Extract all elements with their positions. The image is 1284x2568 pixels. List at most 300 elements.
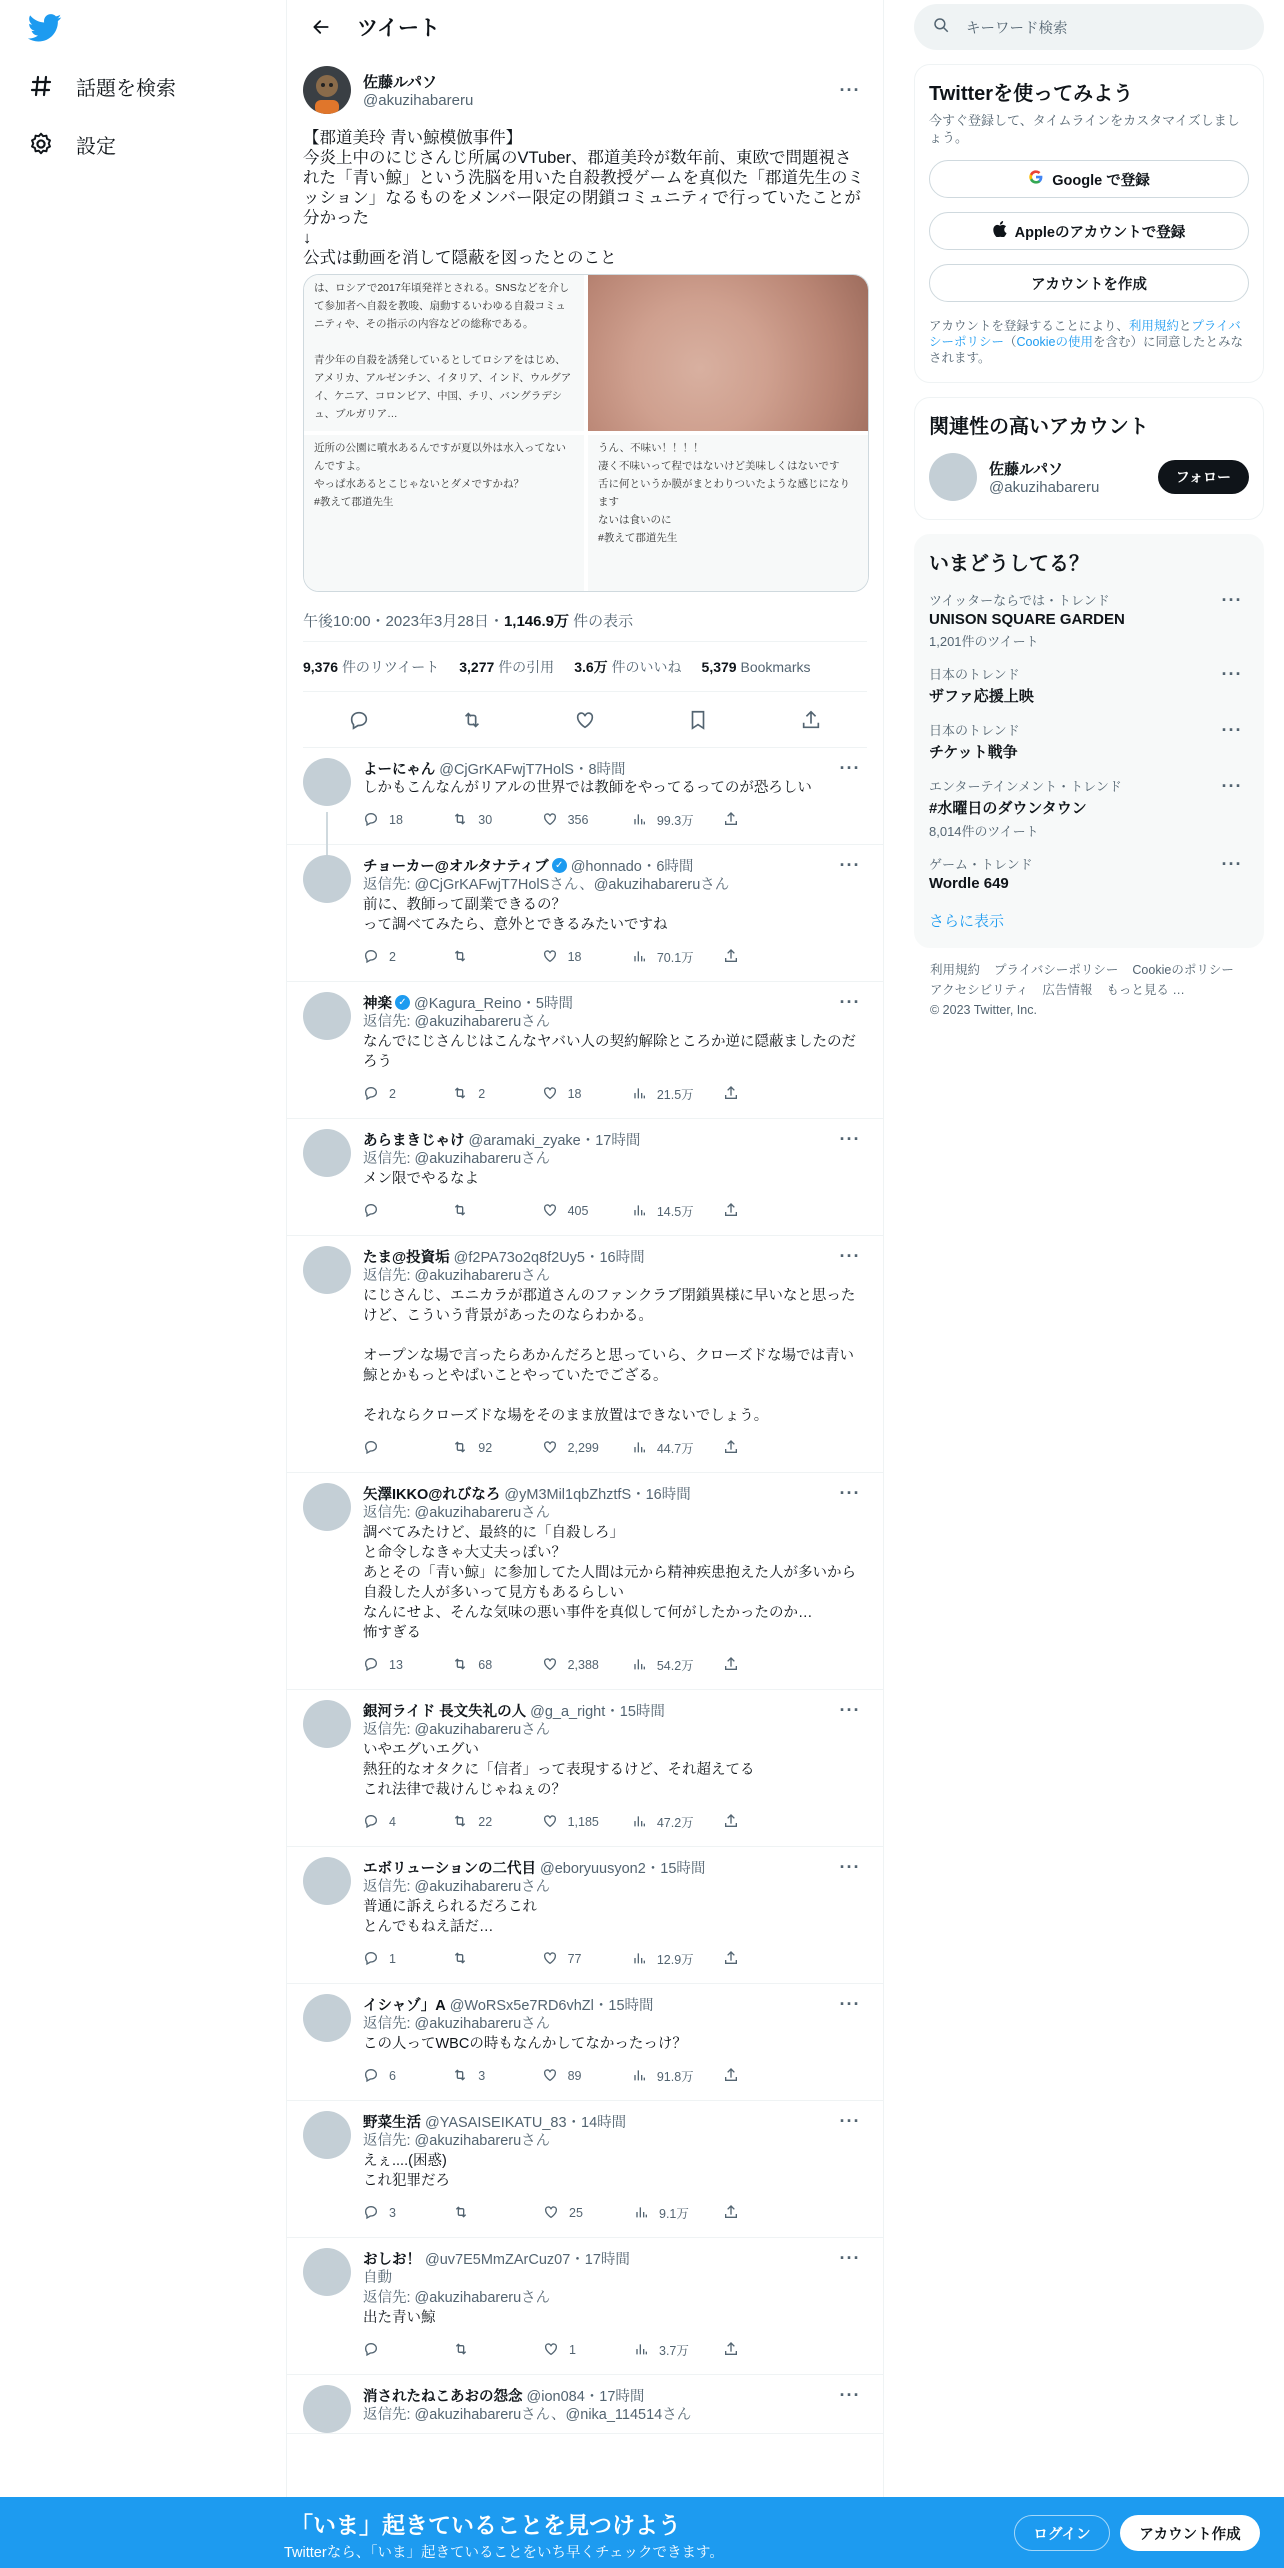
more-icon[interactable]: ··· bbox=[839, 2247, 861, 2268]
retweet-action[interactable] bbox=[452, 1656, 512, 1675]
reply-body bbox=[363, 1483, 867, 1689]
reply-header bbox=[363, 2385, 867, 2405]
tweet-reply[interactable] bbox=[287, 982, 883, 1119]
like-action[interactable] bbox=[543, 2341, 603, 2360]
google-signup-button[interactable] bbox=[929, 160, 1249, 198]
views-action[interactable] bbox=[631, 1656, 694, 1675]
views-action[interactable] bbox=[633, 2204, 693, 2223]
trend-item[interactable] bbox=[929, 846, 1249, 898]
reply-author-name[interactable]: 野菜生活 bbox=[363, 2114, 421, 2131]
retweet-icon bbox=[452, 811, 468, 830]
bookmark-icon[interactable] bbox=[679, 701, 717, 739]
views-action[interactable] bbox=[631, 1950, 694, 1969]
like-count: 2,388 bbox=[567, 1658, 599, 1672]
reply-to[interactable]: 返信先: @akuzihabareruさん bbox=[363, 1151, 551, 1167]
avatar-wrap bbox=[303, 1994, 351, 2100]
trend-count: 1,201件のツイート bbox=[929, 634, 1039, 649]
terms-text: （ bbox=[1004, 335, 1017, 349]
reply-action[interactable] bbox=[363, 1950, 423, 1969]
reply-author-name[interactable]: よーにゃん bbox=[363, 761, 436, 778]
reply-action[interactable] bbox=[363, 811, 423, 830]
more-icon[interactable]: ··· bbox=[839, 1993, 861, 2014]
reply-body bbox=[363, 1994, 867, 2100]
related-account[interactable] bbox=[929, 453, 1249, 501]
avatar[interactable] bbox=[303, 1857, 351, 1905]
like-label: 件のいいね bbox=[611, 658, 682, 675]
avatar[interactable] bbox=[303, 2385, 351, 2433]
share-action[interactable] bbox=[723, 2067, 783, 2086]
avatar[interactable] bbox=[929, 453, 977, 501]
avatar-wrap bbox=[303, 2248, 351, 2374]
views-icon bbox=[633, 2204, 649, 2223]
footer-links bbox=[914, 948, 1264, 1032]
retweet-action[interactable] bbox=[452, 2067, 512, 2086]
reply-meta[interactable]: @YASAISEIKATU_83・14時間 bbox=[425, 2114, 627, 2131]
retweet-stat[interactable] bbox=[303, 657, 439, 677]
reply-icon bbox=[363, 1202, 379, 1221]
author-handle[interactable]: @akuzihabareru bbox=[363, 92, 474, 109]
more-icon[interactable]: ··· bbox=[839, 1856, 861, 1877]
retweet-count: 30 bbox=[478, 813, 493, 827]
reply-author-name[interactable]: おしお！ bbox=[363, 2251, 421, 2268]
share-icon bbox=[723, 1813, 739, 1832]
more-icon[interactable]: ··· bbox=[839, 757, 861, 778]
views-count: 44.7万 bbox=[656, 1442, 694, 1456]
reply-meta[interactable]: @CjGrKAFwjT7HolS・8時間 bbox=[439, 761, 626, 778]
views-count: 21.5万 bbox=[656, 1088, 694, 1102]
reply-action[interactable] bbox=[363, 1439, 423, 1458]
media-image-3[interactable]: 近所の公園に噴水あるんですが夏以外は水入ってないんですよ。 やっぱ水あるとこじゃないとダメですかね？ #教えて郡道先生 bbox=[304, 435, 584, 591]
apple-icon bbox=[993, 221, 1007, 241]
footer-link[interactable]: 広告情報 bbox=[1042, 983, 1093, 997]
reply-to[interactable]: 返信先: @akuzihabareruさん bbox=[363, 2290, 551, 2306]
avatar[interactable] bbox=[303, 2248, 351, 2296]
share-action[interactable] bbox=[723, 2341, 783, 2360]
reply-text: 出た青い鯨 bbox=[363, 2310, 436, 2326]
more-icon[interactable]: ··· bbox=[839, 1245, 861, 1266]
reply-action[interactable] bbox=[363, 1202, 423, 1221]
views-count: 12.9万 bbox=[656, 1953, 694, 1967]
tweet-time[interactable]: 午後10:00・2023年3月28日 bbox=[303, 613, 489, 630]
reply-to[interactable]: 返信先: @akuzihabareruさん、@nika_114514さん bbox=[363, 2407, 692, 2423]
reply-meta[interactable]: @eboryuusyon2・15時間 bbox=[539, 1860, 706, 1877]
reply-author-name[interactable]: 銀河ライド 長文失礼の人 bbox=[363, 1703, 527, 1720]
reply-count: 13 bbox=[389, 1658, 403, 1672]
avatar-wrap bbox=[303, 855, 351, 981]
like-count: 1 bbox=[569, 2343, 576, 2357]
share-action[interactable] bbox=[723, 1813, 783, 1832]
tweet-reply[interactable] bbox=[287, 1690, 883, 1847]
reply-text: この人ってWBCの時もなんかしてなかったっけ？ bbox=[363, 2036, 687, 2052]
views-count: 47.2万 bbox=[656, 1816, 694, 1830]
like-icon bbox=[542, 948, 558, 967]
like-action[interactable] bbox=[543, 2204, 603, 2223]
reply-author-name[interactable]: エボリューションの二代目 bbox=[363, 1860, 536, 1877]
retweet-label: 件のリツイート bbox=[341, 658, 440, 675]
share-icon bbox=[723, 811, 739, 830]
trend-item[interactable] bbox=[929, 712, 1249, 768]
tweet-text: 【郡道美玲 青い鯨模倣事件】 今炎上中のにじさんじ所属のVTuber、郡道美玲が数年前、東欧で問題視された「青い鯨」という洗脳を用いた自殺教授ゲームを真似た「郡道先生のミッション」なるものをメンバー限定の閉鎖コミュニティで行っていたことが分かった ↓ 公式は動画を消して隠蔽を図ったとのこと bbox=[303, 129, 864, 267]
more-icon[interactable]: ··· bbox=[839, 2110, 861, 2131]
avatar[interactable] bbox=[303, 1246, 351, 1294]
reply-to[interactable]: 返信先: @CjGrKAFwjT7HolSさん、@akuzihabareruさん bbox=[363, 877, 730, 893]
author-name[interactable]: 佐藤ルパソ bbox=[363, 74, 437, 91]
reply-actions bbox=[363, 939, 783, 975]
avatar[interactable] bbox=[303, 1129, 351, 1177]
views-action[interactable] bbox=[631, 811, 694, 830]
like-count: 2,299 bbox=[567, 1441, 599, 1455]
more-icon[interactable]: ··· bbox=[1221, 589, 1243, 610]
back-arrow-icon[interactable] bbox=[301, 7, 341, 47]
google-icon bbox=[1028, 169, 1044, 189]
avatar[interactable] bbox=[303, 1483, 351, 1531]
reply-meta[interactable]: @uv7E5MmZArCuz07・17時間 bbox=[425, 2251, 630, 2268]
trend-item[interactable] bbox=[929, 582, 1249, 656]
related-handle[interactable]: @akuzihabareru bbox=[989, 479, 1100, 496]
retweet-icon[interactable] bbox=[453, 701, 491, 739]
share-action[interactable] bbox=[723, 2204, 783, 2223]
share-action[interactable] bbox=[723, 1202, 783, 1221]
nav-explore-label: 話題を検索 bbox=[76, 77, 176, 100]
reply-body bbox=[363, 1129, 867, 1235]
reply-action[interactable] bbox=[363, 1813, 423, 1832]
reply-to[interactable]: 返信先: @akuzihabareruさん bbox=[363, 2133, 551, 2149]
tweet-reply[interactable] bbox=[287, 2238, 883, 2375]
reply-author-name[interactable]: あらまきじゃけ bbox=[363, 1132, 465, 1149]
retweet-count: 2 bbox=[478, 1087, 486, 1101]
more-icon[interactable]: ··· bbox=[839, 1699, 861, 1720]
gear-icon bbox=[26, 129, 56, 159]
bookmark-label: Bookmarks bbox=[740, 658, 811, 675]
avatar[interactable] bbox=[303, 66, 351, 114]
share-action[interactable] bbox=[723, 1656, 783, 1675]
views-action[interactable] bbox=[633, 2341, 693, 2360]
views-icon bbox=[631, 811, 647, 830]
retweet-icon bbox=[452, 1085, 468, 1104]
reply-count: 1 bbox=[389, 1952, 396, 1966]
reply-body bbox=[363, 2111, 867, 2237]
share-icon bbox=[723, 1950, 739, 1969]
twitter-logo-icon[interactable] bbox=[28, 14, 64, 44]
retweet-count: 22 bbox=[478, 1815, 493, 1829]
quote-stat[interactable] bbox=[459, 657, 554, 677]
footer-link[interactable]: プライバシーポリシー bbox=[994, 963, 1119, 977]
retweet-icon bbox=[452, 1813, 468, 1832]
reply-to[interactable]: 返信先: @akuzihabareruさん bbox=[363, 1722, 551, 1738]
views-action[interactable] bbox=[631, 1202, 694, 1221]
reply-list bbox=[287, 748, 883, 2434]
related-name[interactable]: 佐藤ルパソ bbox=[989, 461, 1063, 478]
retweet-action[interactable] bbox=[452, 1202, 512, 1221]
footer-link[interactable]: Cookieのポリシー bbox=[1132, 963, 1234, 977]
like-action[interactable] bbox=[542, 1202, 602, 1221]
reply-action[interactable] bbox=[363, 1656, 423, 1675]
terms-text: を含む）に同意したとみなされます。 bbox=[929, 335, 1243, 365]
reply-icon bbox=[363, 1656, 379, 1675]
retweet-action[interactable] bbox=[452, 1085, 512, 1104]
retweet-count: 68 bbox=[478, 1658, 493, 1672]
footer-link[interactable]: もっと見る … bbox=[1106, 983, 1185, 997]
reply-meta[interactable]: @f2PA73o2q8f2Uy5・16時間 bbox=[453, 1249, 645, 1266]
signup-banner bbox=[0, 2497, 1284, 2568]
reply-meta[interactable]: @aramaki_zyake・17時間 bbox=[468, 1132, 641, 1149]
like-action[interactable] bbox=[542, 811, 602, 830]
views-icon bbox=[631, 1813, 647, 1832]
reply-to[interactable]: 返信先: @akuzihabareruさん bbox=[363, 1268, 551, 1284]
reply-body bbox=[363, 1857, 867, 1983]
retweet-count: 9,376 bbox=[303, 658, 339, 675]
bookmark-stat[interactable] bbox=[702, 659, 811, 675]
more-icon[interactable]: ··· bbox=[1221, 719, 1243, 740]
avatar[interactable] bbox=[303, 1994, 351, 2042]
reply-author-name[interactable]: 消されたねこあおの怨念 bbox=[363, 2388, 523, 2405]
banner-subtitle: Twitterなら、「いま」起きていることをいち早くチェックできます。 bbox=[284, 2545, 724, 2561]
share-action[interactable] bbox=[723, 948, 783, 967]
more-icon[interactable]: ··· bbox=[1221, 663, 1243, 684]
quote-label: 件の引用 bbox=[498, 658, 555, 675]
share-icon[interactable] bbox=[792, 701, 830, 739]
retweet-action[interactable] bbox=[453, 2204, 513, 2223]
reply-action[interactable] bbox=[363, 2067, 423, 2086]
like-count: 18 bbox=[567, 1087, 582, 1101]
tweet-reply[interactable] bbox=[287, 1236, 883, 1473]
terms-link[interactable]: 利用規約 bbox=[1128, 319, 1179, 333]
share-icon bbox=[723, 2341, 739, 2360]
google-signup-label: Google で登録 bbox=[1052, 172, 1150, 189]
footer-link[interactable]: アクセシビリティ bbox=[930, 983, 1029, 997]
more-icon[interactable]: ··· bbox=[839, 2384, 861, 2405]
reply-action[interactable] bbox=[363, 948, 423, 967]
views-icon bbox=[631, 1950, 647, 1969]
reply-icon bbox=[363, 2067, 379, 2086]
retweet-action[interactable] bbox=[452, 811, 512, 830]
reply-to[interactable]: 返信先: @akuzihabareruさん bbox=[363, 1014, 551, 1030]
reply-count: 4 bbox=[389, 1815, 396, 1829]
retweet-icon bbox=[453, 2204, 469, 2223]
like-icon bbox=[542, 1439, 558, 1458]
reply-author-name[interactable]: 矢澤IKKO@れびなろ bbox=[363, 1486, 501, 1503]
media-image-2[interactable] bbox=[588, 275, 868, 431]
like-action[interactable] bbox=[542, 1813, 602, 1832]
trend-item[interactable] bbox=[929, 768, 1249, 846]
retweet-action[interactable] bbox=[452, 1950, 512, 1969]
views-action[interactable] bbox=[631, 2067, 694, 2086]
share-action[interactable] bbox=[723, 811, 783, 830]
tweet-reply[interactable] bbox=[287, 1473, 883, 1690]
like-count: 405 bbox=[567, 1204, 589, 1218]
more-icon[interactable]: ··· bbox=[839, 854, 861, 875]
reply-meta[interactable]: @ion084・17時間 bbox=[526, 2388, 645, 2405]
signup-title: Twitterを使ってみよう bbox=[929, 83, 1134, 105]
reply-count: 2 bbox=[389, 950, 396, 964]
tweet-media[interactable] bbox=[303, 274, 869, 592]
nav-settings-label: 設定 bbox=[76, 135, 116, 158]
privacy-link[interactable]: プライバシーポリシー bbox=[929, 319, 1241, 349]
more-icon[interactable]: ··· bbox=[839, 79, 861, 100]
like-action[interactable] bbox=[542, 1950, 602, 1969]
share-icon bbox=[723, 1656, 739, 1675]
like-action[interactable] bbox=[542, 2067, 602, 2086]
create-account-button[interactable] bbox=[929, 264, 1249, 302]
more-icon[interactable]: ··· bbox=[839, 991, 861, 1012]
views-icon bbox=[631, 2067, 647, 2086]
reply-to[interactable]: 返信先: @akuzihabareruさん bbox=[363, 1879, 551, 1895]
reply-action[interactable] bbox=[363, 2204, 423, 2223]
search-input[interactable] bbox=[914, 4, 1264, 50]
like-count: 25 bbox=[569, 2206, 583, 2220]
like-icon bbox=[543, 2204, 559, 2223]
views-action[interactable] bbox=[631, 1439, 694, 1458]
reply-action[interactable] bbox=[363, 1085, 423, 1104]
share-icon bbox=[723, 1202, 739, 1221]
reply-action[interactable] bbox=[363, 2341, 423, 2360]
tweet-reply[interactable] bbox=[287, 2375, 883, 2434]
nav-explore[interactable] bbox=[26, 64, 176, 108]
retweet-icon bbox=[452, 1202, 468, 1221]
retweet-count: 3 bbox=[478, 2069, 486, 2083]
avatar[interactable] bbox=[303, 1700, 351, 1748]
tweet-reply[interactable] bbox=[287, 1119, 883, 1236]
page-title: ツイート bbox=[357, 17, 440, 40]
reply-actions bbox=[363, 1941, 783, 1977]
retweet-action[interactable] bbox=[453, 2341, 513, 2360]
more-icon[interactable]: ··· bbox=[839, 1482, 861, 1503]
trend-context: 日本のトレンド bbox=[929, 723, 1020, 738]
like-stat[interactable] bbox=[574, 657, 681, 677]
signup-button[interactable]: アカウント作成 bbox=[1120, 2515, 1260, 2551]
reply-meta[interactable]: @g_a_right・15時間 bbox=[530, 1703, 665, 1720]
share-action[interactable] bbox=[723, 1950, 783, 1969]
footer-link[interactable]: © 2023 Twitter, Inc. bbox=[930, 1003, 1037, 1017]
retweet-icon bbox=[452, 2067, 468, 2086]
retweet-action[interactable] bbox=[452, 1439, 512, 1458]
reply-header bbox=[363, 758, 867, 778]
like-icon[interactable] bbox=[566, 701, 604, 739]
reply-text: 前に、教師って副業できるの？ って調べてみたら、意外とできるみたいですね bbox=[363, 897, 668, 933]
like-action[interactable] bbox=[542, 1085, 602, 1104]
reply-meta[interactable]: @honnado・6時間 bbox=[570, 858, 694, 875]
tweet-reply[interactable] bbox=[287, 2101, 883, 2238]
avatar-wrap bbox=[303, 1857, 351, 1983]
avatar-wrap bbox=[303, 1700, 351, 1846]
views-icon bbox=[631, 948, 647, 967]
like-icon bbox=[542, 2067, 558, 2086]
trend-item[interactable] bbox=[929, 656, 1249, 712]
reply-author-name[interactable]: たま@投資垢 bbox=[363, 1249, 450, 1266]
views-action[interactable] bbox=[631, 1813, 694, 1832]
share-action[interactable] bbox=[723, 1439, 783, 1458]
like-action[interactable] bbox=[542, 1439, 602, 1458]
reply-text: えぇ....(困惑) これ犯罪だろ bbox=[363, 2153, 450, 2189]
reply-text: にじさんじ、エニカラが郡道さんのファンクラブ閉鎖異様に早いなと思ったけど、こういう背景があったのならわかる。 オープンな場で言ったらあかんだろと思っていら、クローズドな場では青い鯨とかもっとやばいことやっていたでござる。 それならクローズドな場をそのまま放置はできないでしょう。 bbox=[363, 1288, 856, 1424]
cookie-link[interactable]: Cookieの使用 bbox=[1016, 335, 1093, 349]
views-icon bbox=[631, 1656, 647, 1675]
reply-meta[interactable]: @yM3Mil1qbZhztfS・16時間 bbox=[504, 1486, 691, 1503]
like-icon bbox=[542, 1813, 558, 1832]
reply-icon[interactable] bbox=[340, 701, 378, 739]
tweet-reply[interactable] bbox=[287, 1847, 883, 1984]
main-tweet bbox=[287, 54, 883, 748]
hashtag-icon bbox=[26, 71, 56, 101]
like-action[interactable] bbox=[542, 1656, 602, 1675]
more-icon[interactable]: ··· bbox=[839, 1128, 861, 1149]
views-action[interactable] bbox=[631, 948, 694, 967]
media-image-4[interactable]: うん、不味い！！！！ 凄く不味いって程ではないけど美味しくはないです 舌に何というか膜がまとわりついたような感じになります ないは食いのに #教えて郡道先生 bbox=[588, 435, 868, 591]
trend-context: ゲーム・トレンド bbox=[929, 857, 1033, 872]
like-count: 1,185 bbox=[567, 1815, 599, 1829]
reply-text: 調べてみたけど、最終的に「自殺しろ」 と命令しなきゃ大丈夫っぽい？ あとその「青い鯨」に参加してた人間は元から精神疾患抱えた人が多いから自殺した人が多いって見方もあるらしい なんにせよ、そんな気味の悪い事件を真似して何がしたかったのか… 怖すぎる bbox=[363, 1525, 856, 1641]
tweet-timestamp: 午後10:00・2023年3月28日・1,146.9万 件の表示 bbox=[303, 606, 867, 642]
tweet-reply[interactable] bbox=[287, 845, 883, 982]
views-icon bbox=[631, 1202, 647, 1221]
avatar[interactable] bbox=[303, 992, 351, 1040]
media-image-1[interactable]: は、ロシアで2017年頃発祥とされる。SNSなどを介して参加者へ自殺を教唆、扇動するいわゆる自殺コミュニティや、その指示の内容などの総称である。 青少年の自殺を誘発しているとしてロシアをはじめ、アメリカ、アルゼンチン、イタリア、インド、ウルグアイ、ケニア、コロンビア、中国、チリ、バングラデシュ、ブルガリア… bbox=[304, 275, 584, 431]
reply-author-name[interactable]: イシャゾ」A bbox=[363, 1997, 446, 2014]
avatar[interactable] bbox=[303, 855, 351, 903]
share-action[interactable] bbox=[723, 1085, 783, 1104]
like-action[interactable] bbox=[542, 948, 602, 967]
reply-actions bbox=[363, 2058, 783, 2094]
view-count: 1,146.9万 bbox=[503, 613, 569, 630]
more-icon[interactable]: ··· bbox=[1221, 775, 1243, 796]
reply-text: しかもこんなんがリアルの世界では教師をやってるってのが恐ろしい bbox=[363, 780, 812, 796]
avatar[interactable] bbox=[303, 758, 351, 806]
views-icon bbox=[633, 2341, 649, 2360]
more-icon[interactable]: ··· bbox=[1221, 853, 1243, 874]
reply-body bbox=[363, 1246, 867, 1472]
reply-icon bbox=[363, 1439, 379, 1458]
nav-settings[interactable] bbox=[26, 122, 116, 166]
retweet-action[interactable] bbox=[452, 1813, 512, 1832]
trend-context: 日本のトレンド bbox=[929, 667, 1020, 682]
views-count: 91.8万 bbox=[656, 2070, 694, 2084]
avatar[interactable] bbox=[303, 2111, 351, 2159]
reply-count: 3 bbox=[389, 2206, 396, 2220]
reply-icon bbox=[363, 2204, 379, 2223]
like-count: 18 bbox=[567, 950, 582, 964]
reply-meta[interactable]: @Kagura_Reino・5時間 bbox=[414, 995, 573, 1012]
reply-actions bbox=[363, 1193, 783, 1229]
show-more-link[interactable]: さらに表示 bbox=[929, 913, 1005, 930]
follow-button[interactable]: フォロー bbox=[1158, 460, 1249, 494]
related-title: 関連性の高いアカウント bbox=[929, 416, 1149, 438]
apple-signup-button[interactable] bbox=[929, 212, 1249, 250]
retweet-count: 92 bbox=[478, 1441, 493, 1455]
login-button[interactable]: ログイン bbox=[1014, 2515, 1110, 2551]
share-icon bbox=[723, 1439, 739, 1458]
footer-link[interactable]: 利用規約 bbox=[930, 963, 981, 977]
reply-meta[interactable]: @WoRSx5e7RD6vhZl・15時間 bbox=[449, 1997, 654, 2014]
trend-name: #水曜日のダウンタウン bbox=[929, 800, 1087, 817]
tweet-reply[interactable] bbox=[287, 1984, 883, 2101]
reply-author-name[interactable]: チョーカー@オルタナティブ bbox=[363, 858, 549, 875]
like-icon bbox=[542, 1656, 558, 1675]
reply-to[interactable]: 返信先: @akuzihabareruさん bbox=[363, 1505, 551, 1521]
like-count: 356 bbox=[567, 813, 589, 827]
reply-header bbox=[363, 1994, 867, 2014]
reply-count: 2 bbox=[389, 1087, 396, 1101]
views-count: 9.1万 bbox=[659, 2207, 689, 2221]
retweet-action[interactable] bbox=[452, 948, 512, 967]
reply-author-name[interactable]: 神楽 bbox=[363, 995, 392, 1012]
avatar-wrap bbox=[303, 2385, 351, 2433]
reply-icon bbox=[363, 1950, 379, 1969]
reply-to[interactable]: 返信先: @akuzihabareruさん bbox=[363, 2016, 551, 2032]
views-action[interactable] bbox=[631, 1085, 694, 1104]
verified-badge-icon: ✓ bbox=[395, 995, 410, 1010]
tweet-reply[interactable] bbox=[287, 748, 883, 845]
tweet-stats bbox=[303, 642, 867, 692]
